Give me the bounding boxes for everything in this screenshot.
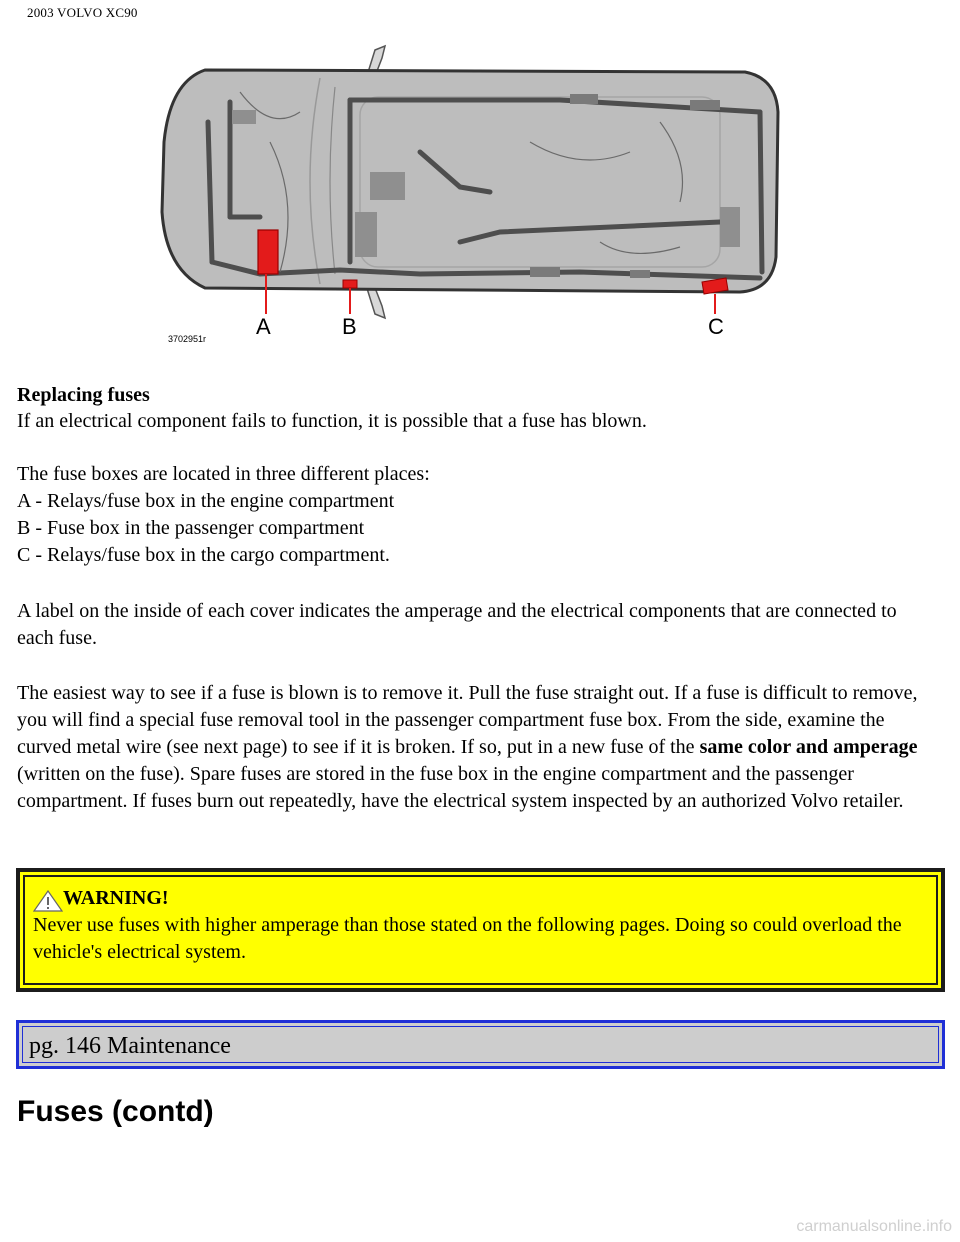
warning-title: WARNING! [63,887,169,909]
paragraph-label-info: A label on the inside of each cover indicates the amperage and the electrical components that are connected to each fuse. [17,600,897,649]
fuse-box-a-marker [258,230,278,274]
page-footer-bar [16,1020,945,1069]
document-header: 2003 VOLVO XC90 [27,5,138,20]
check-fuse-bold: same color and amperage [699,736,918,758]
warning-triangle-icon [33,890,63,912]
location-c-line: C - Relays/fuse box in the cargo compartment. [17,544,390,566]
warning-box [16,868,945,992]
paragraph-locations [17,461,937,569]
label-c: C [708,314,724,339]
warning-heading [33,885,928,912]
location-a-line: A - Relays/fuse box in the engine compartment [17,490,395,512]
car-wiring-illustration [160,42,790,352]
fuse-location-diagram [160,42,790,352]
location-b-line: B - Fuse box in the passenger compartment [17,517,365,539]
next-section-title: Fuses (contd) [17,1095,214,1128]
check-fuse-text-2: (written on the fuse). Spare fuses are stored in the fuse box in the engine compartment and the passenger compartment. If fuses burn out repeatedly, have the electrical system inspected by an authorized Volvo retailer. [17,763,904,812]
locations-line: The fuse boxes are located in three different places: [17,463,430,485]
check-fuse-text-1: The easiest way to see if a fuse is blown is to remove it. Pull the fuse straight out. If a fuse is difficult to remove, you will find a special fuse removal tool in the passenger compartment fuse box. From the side, examine the curved metal wire (see next page) to see if it is broken. If so, put in a new fuse of the [17,682,918,758]
car-body [162,70,778,292]
watermark: carmanualsonline.info [796,1218,952,1235]
paragraph-check-fuse [17,680,937,815]
section-title: Replacing fuses [17,384,150,406]
figure-code: 3702951r [168,334,207,344]
label-b: B [342,314,357,339]
paragraph-intro: If an electrical component fails to function, it is possible that a fuse has blown. [17,410,647,432]
page-footer-label: pg. 146 Maintenance [22,1026,939,1063]
warning-text: Never use fuses with higher amperage than those stated on the following pages. Doing so could overload the vehicle's electrical system. [33,914,902,963]
fuse-box-b-marker [343,280,357,288]
warning-box-inner [23,875,938,985]
label-a: A [256,314,271,339]
